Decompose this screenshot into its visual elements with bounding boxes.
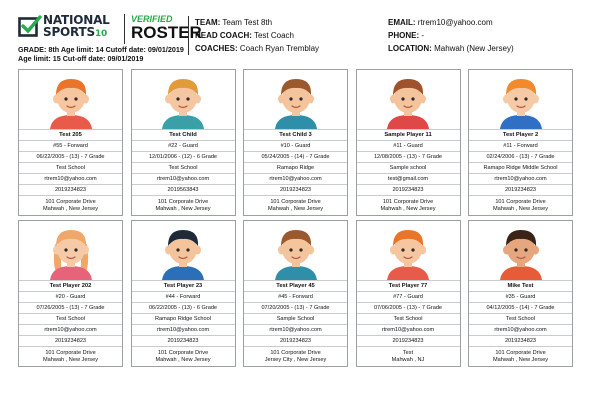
player-address-line1: 101 Corporate Drive	[270, 198, 321, 205]
logo-bottom-text	[43, 26, 107, 41]
player-name: Test Player 23	[132, 280, 235, 291]
player-card	[243, 69, 348, 216]
player-card	[131, 69, 236, 216]
player-address-line2: Jersey City , New Jersey	[264, 356, 327, 363]
player-avatar-icon	[492, 222, 550, 280]
team-info	[188, 16, 388, 55]
player-card	[356, 69, 461, 216]
eligibility-info	[18, 45, 184, 63]
player-address-line1: 101 Corporate Drive	[157, 349, 209, 356]
player-phone: 2019234823	[357, 184, 460, 195]
player-dob-grade: 07/06/2005 - (13) - 7 Grade	[357, 302, 460, 313]
player-address-line2: Mahwah , New Jersey	[492, 205, 549, 212]
player-number-position: #45 - Forward	[244, 291, 347, 302]
player-dob-grade: 12/01/2006 - (12) - 6 Grade	[132, 151, 235, 162]
player-avatar-icon	[379, 222, 437, 280]
player-dob-grade: 04/12/2005 - (14) - 7 Grade	[469, 302, 572, 313]
player-number-position: #77 - Guard	[357, 291, 460, 302]
phone-label: PHONE:	[388, 31, 420, 40]
player-address-line2: Mahwah , New Jersey	[155, 356, 211, 363]
player-email: test@gmail.com	[357, 173, 460, 184]
player-number-position: #11 - Guard	[357, 140, 460, 151]
player-address-line1: 101 Corporate Drive	[45, 349, 96, 356]
player-address	[469, 346, 572, 366]
player-school: Test School	[357, 313, 460, 324]
player-address-line2: Mahwah , New Jersey	[42, 205, 99, 212]
player-email: rtrem10@yahoo.com	[244, 173, 347, 184]
player-address-line2: Mahwah , New Jersey	[42, 356, 99, 363]
phone-line	[388, 29, 588, 42]
player-avatar-icon	[154, 71, 212, 129]
player-email: rtrem10@yahoo.com	[469, 324, 572, 335]
avatar	[19, 221, 122, 280]
player-dob-grade: 12/08/2005 - (13) - 7 Grade	[357, 151, 460, 162]
player-avatar-icon	[267, 71, 325, 129]
player-card	[468, 69, 573, 216]
team-label: TEAM:	[195, 18, 221, 27]
player-address-line2: Mahwah , New Jersey	[492, 356, 549, 363]
player-email: rtrem10@yahoo.com	[357, 324, 460, 335]
player-phone: 2019234823	[132, 335, 235, 346]
player-email: rtrem10@yahoo.com	[19, 324, 122, 335]
grade-line: GRADE: 8th Age limit: 14 Cutoff date: 09/01/2019	[18, 45, 184, 54]
location-value: Mahwah (New Jersey)	[434, 44, 514, 53]
player-address-line2: Mahwah , New Jersey	[267, 205, 324, 212]
head-coach-value: Test Coach	[253, 31, 294, 40]
player-dob-grade: 06/22/2005 - (13) - 6 Grade	[132, 302, 235, 313]
player-email: rtrem10@yahoo.com	[469, 173, 572, 184]
player-address-line1: 101 Corporate Drive	[495, 198, 546, 205]
player-grid	[18, 69, 574, 371]
player-avatar-icon	[42, 222, 100, 280]
verified-roster-title	[124, 14, 202, 44]
player-school: Test School	[19, 162, 122, 173]
player-avatar-icon	[492, 71, 550, 129]
phone-value: -	[421, 31, 425, 40]
player-email: rtrem10@yahoo.com	[19, 173, 122, 184]
email-value: rtrem10@yahoo.com	[417, 18, 493, 27]
check-logo-icon	[18, 15, 42, 39]
avatar	[469, 70, 572, 129]
avatar	[132, 70, 235, 129]
logo-sports: SPORTS	[43, 25, 95, 39]
national-sports-logo	[18, 14, 122, 42]
player-address	[357, 195, 460, 215]
player-email: rtrem10@yahoo.com	[132, 173, 235, 184]
player-email: rtrem10@yahoo.com	[132, 324, 235, 335]
player-name: Mike Test	[469, 280, 572, 291]
location-line	[388, 42, 588, 55]
location-label: LOCATION:	[388, 44, 432, 53]
head-coach-label: HEAD COACH:	[195, 31, 252, 40]
player-number-position: #55 - Forward	[19, 140, 122, 151]
player-phone: 2019234823	[357, 335, 460, 346]
avatar	[469, 221, 572, 280]
player-school: Ramapo Ridge Middle School	[469, 162, 572, 173]
logo-top-text: NATIONAL	[43, 13, 110, 27]
coaches-value: Coach Ryan Tremblay	[239, 44, 320, 53]
player-card	[468, 220, 573, 367]
coaches-line	[195, 42, 388, 55]
roster-label: ROSTER	[131, 23, 202, 42]
player-card	[131, 220, 236, 367]
age-line: Age limit: 15 Cut-off date: 09/01/2019	[18, 54, 144, 63]
player-address	[357, 346, 460, 366]
team-line	[195, 16, 388, 29]
avatar	[244, 70, 347, 129]
player-school: Ramapo Ridge	[244, 162, 347, 173]
player-number-position: #20 - Guard	[19, 291, 122, 302]
player-address-line1: 101 Corporate Drive	[495, 349, 546, 356]
player-phone: 2019234823	[469, 184, 572, 195]
player-name: Test Player 45	[244, 280, 347, 291]
player-name: Test Player 2	[469, 129, 572, 140]
email-label: EMAIL:	[388, 18, 416, 27]
avatar	[132, 221, 235, 280]
player-address-line1: Test	[402, 349, 414, 356]
player-card	[18, 220, 123, 367]
player-address-line1: 101 Corporate Drive	[382, 198, 434, 205]
avatar	[244, 221, 347, 280]
email-line	[388, 16, 588, 29]
player-address-line2: Mahwah , NJ	[391, 356, 425, 363]
player-number-position: #44 - Forward	[132, 291, 235, 302]
player-number-position: #22 - Guard	[132, 140, 235, 151]
player-phone: 2019563843	[132, 184, 235, 195]
player-dob-grade: 02/24/2006 - (13) - 7 Grade	[469, 151, 572, 162]
contact-info	[388, 16, 588, 55]
player-address-line1: 101 Corporate Drive	[270, 349, 321, 356]
player-school: Test School	[132, 162, 235, 173]
player-dob-grade: 06/22/2005 - (13) - 7 Grade	[19, 151, 122, 162]
player-row	[18, 69, 574, 216]
player-phone: 2019234823	[244, 184, 347, 195]
player-address	[244, 346, 347, 366]
player-card	[18, 69, 123, 216]
player-name: Test Player 202	[19, 280, 122, 291]
player-address	[244, 195, 347, 215]
player-school: Ramapo Ridge School	[132, 313, 235, 324]
player-school: Test School	[19, 313, 122, 324]
player-email: rtrem10@yahoo.com	[244, 324, 347, 335]
player-name: Test Player 77	[357, 280, 460, 291]
player-avatar-icon	[42, 71, 100, 129]
player-address	[19, 346, 122, 366]
avatar	[357, 221, 460, 280]
player-address	[469, 195, 572, 215]
player-name: Test Child	[132, 129, 235, 140]
player-address	[19, 195, 122, 215]
player-address-line1: 101 Corporate Drive	[157, 198, 209, 205]
player-avatar-icon	[267, 222, 325, 280]
player-row	[18, 220, 574, 367]
player-card	[356, 220, 461, 367]
verified-label: VERIFIED	[131, 14, 173, 24]
logo-number: 10	[94, 29, 108, 39]
player-phone: 2019234823	[19, 184, 122, 195]
head-coach-line	[195, 29, 388, 42]
player-address-line2: Mahwah , New Jersey	[155, 205, 211, 212]
player-name: Sample Player 11	[357, 129, 460, 140]
player-avatar-icon	[154, 222, 212, 280]
avatar	[357, 70, 460, 129]
coaches-label: COACHES:	[195, 44, 238, 53]
player-address	[132, 346, 235, 366]
player-phone: 2019234823	[244, 335, 347, 346]
player-number-position: #35 - Guard	[469, 291, 572, 302]
player-phone: 2019234823	[469, 335, 572, 346]
team-value: Team Test 8th	[222, 18, 273, 27]
avatar	[19, 70, 122, 129]
player-name: Test Child 3	[244, 129, 347, 140]
player-address-line2: Mahwah , New Jersey	[380, 205, 436, 212]
player-phone: 2019234823	[19, 335, 122, 346]
player-avatar-icon	[379, 71, 437, 129]
player-address-line1: 101 Corporate Drive	[45, 198, 96, 205]
player-dob-grade: 07/20/2005 - (13) - 7 Grade	[244, 302, 347, 313]
player-number-position: #10 - Guard	[244, 140, 347, 151]
player-number-position: #11 - Forward	[469, 140, 572, 151]
player-dob-grade: 07/26/2005 - (13) - 7 Grade	[19, 302, 122, 313]
player-school: Sample school	[357, 162, 460, 173]
player-school: Sample School	[244, 313, 347, 324]
player-school: Test School	[469, 313, 572, 324]
player-dob-grade: 05/24/2005 - (14) - 7 Grade	[244, 151, 347, 162]
player-address	[132, 195, 235, 215]
player-card	[243, 220, 348, 367]
player-name: Test 205	[19, 129, 122, 140]
